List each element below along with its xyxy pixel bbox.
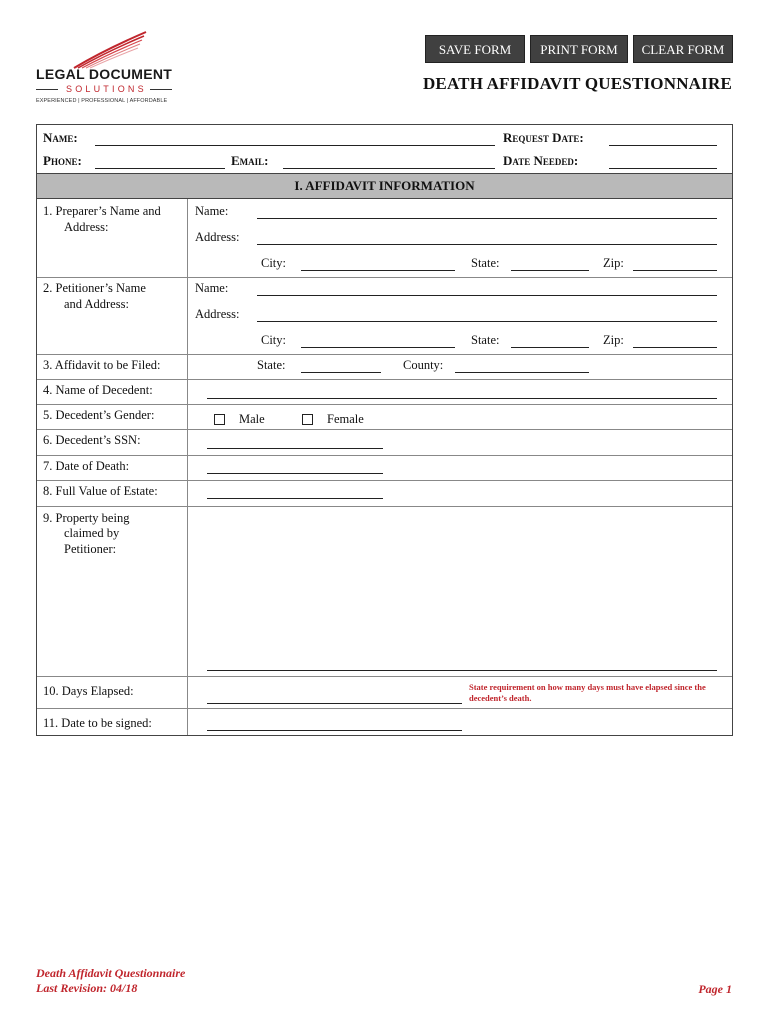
row-date-death	[37, 455, 732, 481]
decedent-name-field[interactable]	[207, 398, 717, 399]
print-form-button[interactable]: PRINT FORM	[530, 35, 628, 63]
property-label: 9. Property being	[43, 511, 130, 525]
save-form-button[interactable]: SAVE FORM	[425, 35, 525, 63]
estate-value-field[interactable]	[207, 498, 383, 499]
preparer-city-label: City:	[261, 256, 287, 270]
petitioner-zip-label: Zip:	[603, 333, 624, 347]
page-number: Page 1	[698, 982, 732, 996]
female-label: Female	[327, 412, 364, 426]
clear-form-button[interactable]: CLEAR FORM	[633, 35, 733, 63]
preparer-zip-label: Zip:	[603, 256, 624, 270]
questionnaire-form	[36, 124, 733, 736]
preparer-state-label: State:	[471, 256, 500, 270]
logo-swoosh-icon	[64, 30, 154, 70]
logo-main-text: LEGAL DOCUMENT	[36, 66, 173, 82]
county-field[interactable]	[455, 372, 589, 373]
petitioner-address-label: Address:	[195, 307, 240, 321]
preparer-state-field[interactable]	[511, 270, 589, 271]
logo-tagline: EXPERIENCED | PROFESSIONAL | AFFORDABLE	[36, 98, 168, 104]
phone-label: Phone:	[43, 153, 82, 168]
decedent-name-label: 4. Name of Decedent:	[43, 383, 153, 397]
preparer-label: 1. Preparer’s Name and	[43, 204, 161, 218]
estate-value-label: 8. Full Value of Estate:	[43, 484, 158, 498]
footer-doc-info	[36, 966, 185, 996]
date-needed-label: Date Needed:	[503, 153, 579, 168]
date-of-death-field[interactable]	[207, 473, 383, 474]
female-checkbox[interactable]	[302, 414, 313, 425]
request-date-label: Request Date:	[503, 130, 584, 145]
page-title: DEATH AFFIDAVIT QUESTIONNAIRE	[422, 74, 732, 93]
affidavit-label: 3. Affidavit to be Filed:	[43, 358, 161, 372]
petitioner-city-label: City:	[261, 333, 287, 347]
footer-revision: Last Revision: 04/18	[36, 981, 138, 995]
preparer-name-field[interactable]	[257, 218, 717, 219]
preparer-address-label: Address:	[195, 230, 240, 244]
request-date-field[interactable]	[609, 145, 717, 146]
petitioner-zip-field[interactable]	[633, 347, 717, 348]
logo-rule-left	[36, 89, 58, 90]
affidavit-state-field[interactable]	[301, 372, 381, 373]
name-field[interactable]	[95, 145, 495, 146]
affidavit-state-label: State:	[257, 358, 286, 372]
preparer-address-field[interactable]	[257, 244, 717, 245]
date-of-death-label: 7. Date of Death:	[43, 459, 130, 473]
phone-field[interactable]	[95, 168, 225, 169]
petitioner-name-field[interactable]	[257, 295, 717, 296]
male-checkbox[interactable]	[214, 414, 225, 425]
male-label: Male	[239, 412, 265, 426]
logo-rule-right	[150, 89, 172, 90]
date-signed-field[interactable]	[207, 730, 462, 731]
petitioner-state-label: State:	[471, 333, 500, 347]
preparer-label-cont: Address:	[64, 220, 109, 234]
petitioner-label-cont: and Address:	[64, 297, 129, 311]
ssn-field[interactable]	[207, 448, 383, 449]
company-logo	[34, 32, 184, 112]
petitioner-name-label: Name:	[195, 281, 229, 295]
petitioner-state-field[interactable]	[511, 347, 589, 348]
property-label-cont: claimed by	[64, 526, 120, 540]
gender-label: 5. Decedent’s Gender:	[43, 408, 155, 422]
section-header: I. AFFIDAVIT INFORMATION	[37, 173, 732, 199]
email-field[interactable]	[283, 168, 495, 169]
days-elapsed-field[interactable]	[207, 703, 462, 704]
property-label-cont2: Petitioner:	[64, 542, 117, 556]
county-label: County:	[403, 358, 444, 372]
logo-sub-text: SOLUTIONS	[66, 84, 147, 94]
preparer-name-label: Name:	[195, 204, 229, 218]
petitioner-address-field[interactable]	[257, 321, 717, 322]
date-signed-label: 11. Date to be signed:	[43, 716, 152, 730]
row-property	[37, 506, 732, 677]
row-ssn	[37, 429, 732, 456]
ssn-label: 6. Decedent’s SSN:	[43, 433, 141, 447]
date-needed-field[interactable]	[609, 168, 717, 169]
footer-doc-name: Death Affidavit Questionnaire	[36, 966, 186, 980]
days-elapsed-label: 10. Days Elapsed:	[43, 684, 134, 698]
petitioner-city-field[interactable]	[301, 347, 455, 348]
email-label: Email:	[231, 153, 269, 168]
petitioner-label: 2. Petitioner’s Name	[43, 281, 146, 295]
preparer-zip-field[interactable]	[633, 270, 717, 271]
property-field[interactable]	[207, 670, 717, 671]
preparer-city-field[interactable]	[301, 270, 455, 271]
name-label: Name:	[43, 130, 78, 145]
days-elapsed-note: State requirement on how many days must have elapsed since the decedent’s death.	[469, 682, 706, 703]
